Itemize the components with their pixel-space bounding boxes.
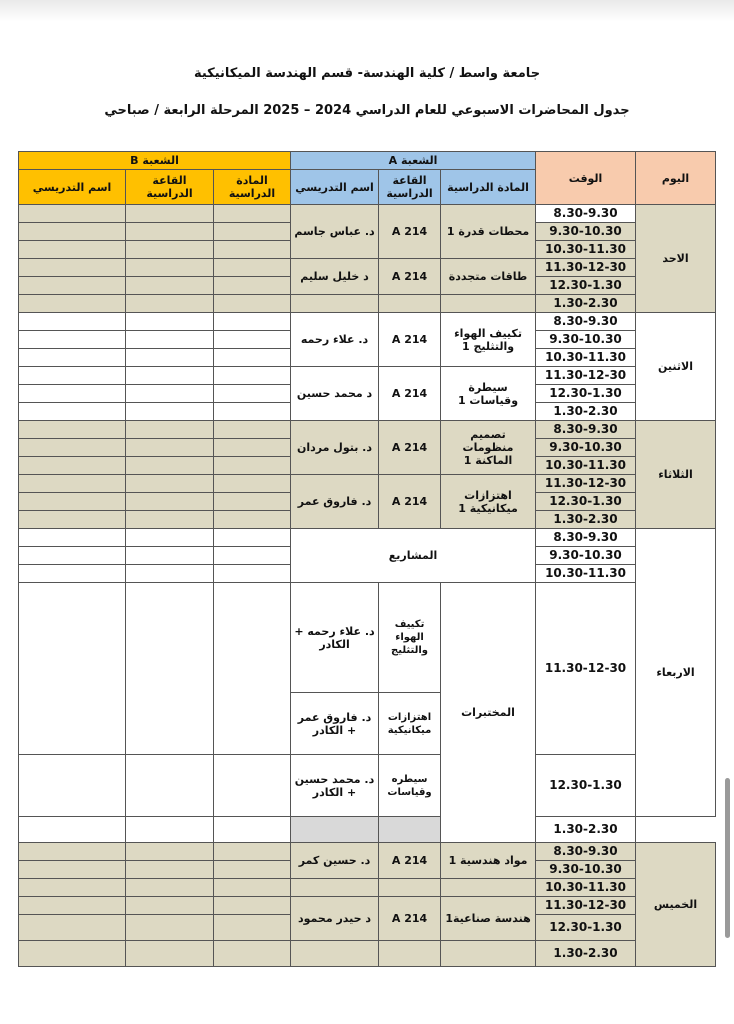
top-shade [0,0,734,22]
time-cell: 12.30-1.30 [536,277,636,295]
sun-2-subject: طاقات متجددة [441,259,536,295]
time-cell: 12.30-1.30 [536,915,636,941]
a-teacher-header: اسم التدريسي [291,170,379,205]
time-cell: 1.30-2.30 [536,295,636,313]
table-row [19,421,716,439]
time-cell: 12.30-1.30 [536,755,636,817]
table-row [19,259,716,277]
group-b-header: الشعبة B [19,152,291,170]
table-row [19,475,716,493]
table-row [19,817,716,843]
lab-1-name: تكييف الهواء والتثليج [379,583,441,693]
tue-1-hall: A 214 [379,421,441,475]
a-hall-header: القاعة الدراسية [379,170,441,205]
wed-projects: المشاريع [291,529,536,583]
sun-1-hall: A 214 [379,205,441,259]
mon-1-teacher: د. علاء رحمه [291,313,379,367]
table-row [19,879,716,897]
mon-1-subject: تكييف الهواء والتثليج 1 [441,313,536,367]
group-a-header: الشعبة A [291,152,536,170]
thu-2-teacher: د حيدر محمود [291,897,379,941]
day-sunday: الاحد [636,205,716,313]
table-row [19,897,716,915]
page-title: جامعة واسط / كلية الهندسة- قسم الهندسة الميكانيكية [193,66,541,81]
time-cell: 8.30-9.30 [536,529,636,547]
time-header: الوقت [536,152,636,205]
time-cell: 11.30-12-30 [536,367,636,385]
table-row [19,313,716,331]
table-row [19,755,716,817]
thu-2-hall: A 214 [379,897,441,941]
day-monday: الاثنين [636,313,716,421]
a-subject-header: المادة الدراسية [441,170,536,205]
time-cell: 1.30-2.30 [536,511,636,529]
tue-1-teacher: د. بتول مردان [291,421,379,475]
mon-2-hall: A 214 [379,367,441,421]
tue-2-teacher: د. فاروق عمر [291,475,379,529]
lab-3-name: سيطره وقياسات [379,755,441,817]
day-thursday: الخميس [636,843,716,967]
day-header: اليوم [636,152,716,205]
time-cell: 9.30-10.30 [536,547,636,565]
mon-2-teacher: د محمد حسين [291,367,379,421]
table-row [19,583,716,693]
time-cell: 8.30-9.30 [536,421,636,439]
time-cell: 8.30-9.30 [536,313,636,331]
thu-2-subject: هندسة صناعية1 [441,897,536,941]
time-cell: 1.30-2.30 [536,817,636,843]
table-row [19,367,716,385]
lab-1-teacher: د. علاء رحمه + الكادر [291,583,379,693]
mon-1-hall: A 214 [379,313,441,367]
time-cell: 9.30-10.30 [536,223,636,241]
thu-1-subject: مواد هندسية 1 [441,843,536,879]
tue-2-subject: اهتزازات ميكانيكية 1 [441,475,536,529]
time-cell: 1.30-2.30 [536,941,636,967]
time-cell: 9.30-10.30 [536,331,636,349]
time-cell: 9.30-10.30 [536,861,636,879]
header-row-1 [19,152,716,170]
thu-1-hall: A 214 [379,843,441,879]
b-teacher-header: اسم التدريسي [19,170,126,205]
time-cell: 12.30-1.30 [536,493,636,511]
table-row [19,843,716,861]
time-cell: 12.30-1.30 [536,385,636,403]
lab-3-teacher: د. محمد حسين + الكادر [291,755,379,817]
page-subtitle: جدول المحاضرات الاسبوعي للعام الدراسي 2024 – 2025 المرحلة الرابعة / صباحي [104,103,630,118]
time-cell: 11.30-12-30 [536,583,636,755]
time-cell: 11.30-12-30 [536,897,636,915]
tue-1-subject: تصميم منظومات الماكنة 1 [441,421,536,475]
time-cell: 10.30-11.30 [536,879,636,897]
time-cell: 8.30-9.30 [536,843,636,861]
thu-1-teacher: د. حسين كمر [291,843,379,879]
time-cell: 9.30-10.30 [536,439,636,457]
wed-labs: المختبرات [441,583,536,843]
table-row [19,529,716,547]
time-cell: 11.30-12-30 [536,259,636,277]
table-row [19,941,716,967]
table-row [19,205,716,223]
day-wednesday: الاربعاء [636,529,716,817]
time-cell: 11.30-12-30 [536,475,636,493]
time-cell: 8.30-9.30 [536,205,636,223]
schedule-table [18,151,716,967]
sun-2-hall: A 214 [379,259,441,295]
table-row [19,295,716,313]
lab-2-name: اهتزازات ميكانيكية [379,693,441,755]
sun-1-subject: محطات قدرة 1 [441,205,536,259]
time-cell: 10.30-11.30 [536,349,636,367]
b-hall-header: القاعة الدراسية [126,170,214,205]
sun-2-teacher: د خليل سليم [291,259,379,295]
time-cell: 1.30-2.30 [536,403,636,421]
lab-2-teacher: د. فاروق عمر + الكادر [291,693,379,755]
scrollbar[interactable] [725,778,730,938]
time-cell: 10.30-11.30 [536,241,636,259]
sun-1-teacher: د. عباس جاسم [291,205,379,259]
day-tuesday: الثلاثاء [636,421,716,529]
mon-2-subject: سيطرة وقياسات 1 [441,367,536,421]
b-subject-header: المادة الدراسية [214,170,291,205]
tue-2-hall: A 214 [379,475,441,529]
time-cell: 10.30-11.30 [536,565,636,583]
time-cell: 10.30-11.30 [536,457,636,475]
